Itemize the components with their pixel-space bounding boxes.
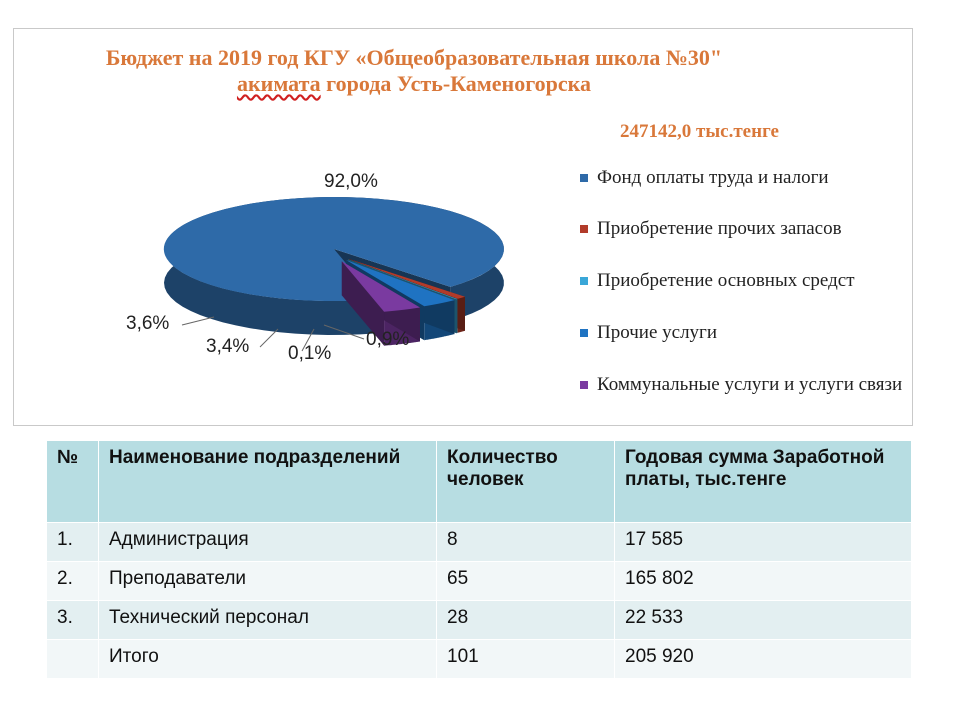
- cell-department: Технический персонал: [99, 601, 437, 640]
- cell-headcount: 65: [437, 562, 615, 601]
- legend-label-4: Коммунальные услуги и услуги связи: [597, 374, 903, 395]
- header-annual-salary: Годовая сумма Заработной платы, тыс.тенге: [615, 441, 912, 523]
- header-number: №: [47, 441, 99, 523]
- cell-salary: 17 585: [615, 523, 912, 562]
- legend-swatch-0: [580, 174, 588, 182]
- pie-label-1: 0,9%: [366, 329, 410, 350]
- pie-label-4: 3,6%: [126, 313, 170, 334]
- chart-title-line1: Бюджет на 2019 год КГУ «Общеобразовательная школа №30": [105, 45, 723, 70]
- cell-number: 2.: [47, 562, 99, 601]
- cell-department: Администрация: [99, 523, 437, 562]
- cell-salary: 22 533: [615, 601, 912, 640]
- legend-label-3: Прочие услуги: [597, 322, 718, 343]
- table-row-total: [47, 640, 912, 679]
- legend-label-2: Приобретение основных средст: [597, 270, 855, 291]
- cell-salary: 205 920: [615, 640, 912, 679]
- pie-slices: [164, 197, 504, 346]
- cell-number: 1.: [47, 523, 99, 562]
- chart-title-rest: города Усть-Каменогорска: [320, 71, 592, 96]
- cell-headcount: 8: [437, 523, 615, 562]
- pie-slice-top-0: [164, 197, 504, 301]
- chart-panel: [13, 28, 913, 426]
- pie-leader-3: [260, 329, 278, 347]
- pie-label-2: 0,1%: [288, 343, 332, 364]
- legend-swatch-4: [580, 381, 588, 389]
- cell-number: [47, 640, 99, 679]
- legend-label-1: Приобретение прочих запасов: [597, 218, 842, 239]
- header-department: Наименование подразделений: [99, 441, 437, 523]
- legend-label-0: Фонд оплаты труда и налоги: [597, 167, 829, 188]
- pie-label-0: 92,0%: [324, 171, 378, 192]
- legend-swatch-3: [580, 329, 588, 337]
- cell-salary: 165 802: [615, 562, 912, 601]
- legend-swatch-1: [580, 225, 588, 233]
- pie-leader-4: [182, 317, 214, 325]
- table-row: [47, 562, 912, 601]
- cell-headcount: 28: [437, 601, 615, 640]
- pie-label-3: 3,4%: [206, 336, 250, 357]
- table-header-row: [47, 441, 912, 523]
- table-row: [47, 601, 912, 640]
- table-row: [47, 523, 912, 562]
- legend-swatch-2: [580, 277, 588, 285]
- cell-department: Итого: [99, 640, 437, 679]
- staff-salary-table: [46, 440, 912, 679]
- header-headcount: Количество человек: [437, 441, 615, 523]
- chart-subtitle: 247142,0 тыс.тенге: [620, 121, 779, 142]
- cell-number: 3.: [47, 601, 99, 640]
- cell-headcount: 101: [437, 640, 615, 679]
- chart-title-underlined-word: акимата: [236, 71, 321, 96]
- cell-department: Преподаватели: [99, 562, 437, 601]
